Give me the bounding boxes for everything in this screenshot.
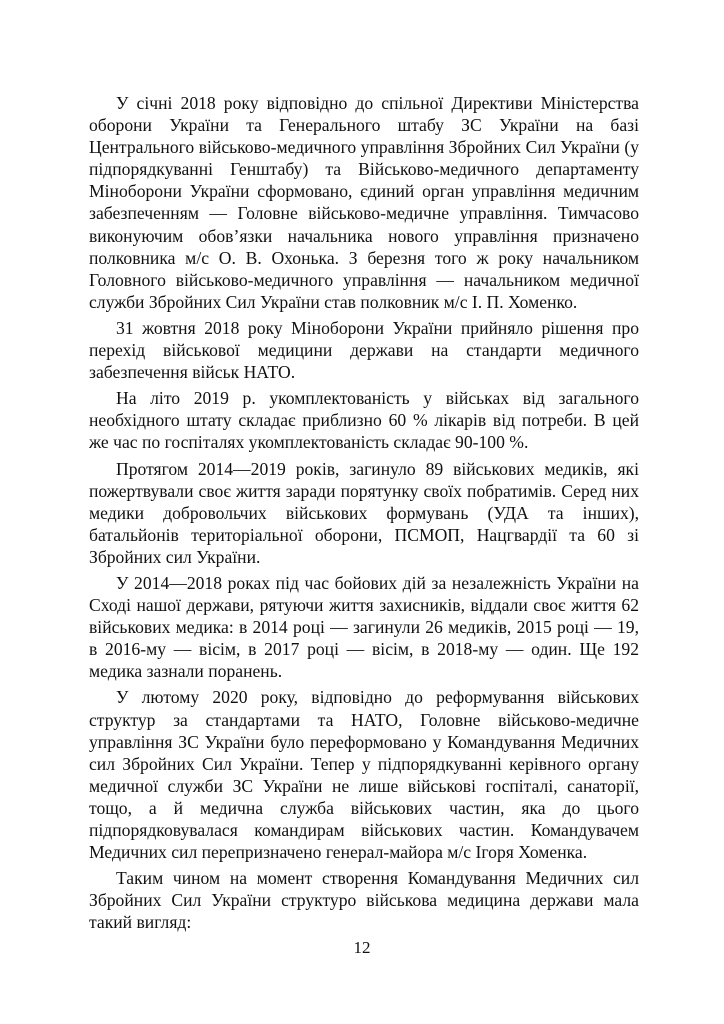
paragraph: 31 жовтня 2018 року Міноборони України прийняло рішення про перехід військової медицини держави на стандарти медичного забезпечення військ НАТО. [89,317,639,383]
paragraph: У 2014—2018 роках під час бойових дій за незалежність України на Сході нашої держави, рятуючи життя захисників, віддали своє життя 62 військових медика: в 2014 році — загинули 26 медиків, 2015 році — 19, в 2016-му — вісім, в 2017 році — вісім, в 2018-му — один. Ще 192 медика зазнали поранень. [89,572,639,682]
paragraph: У лютому 2020 року, відповідно до реформування військових структур за стандартами та НАТО, Головне військово-медичне управління ЗС України було переформовано у Командування Медичних сил Збройних Сил України. Тепер у підпорядкуванні керівного органу медичної служби ЗС України не лише військові госпіталі, санаторії, тощо, а й медична служба військових частин, яка до цього підпорядковувалася командирам військових частин. Командувачем Медичних сил перепризначено генерал-майора м/с Ігоря Хоменка. [89,687,639,863]
paragraph: На літо 2019 р. укомплектованість у військах від загального необхідного штату складає приблизно 60 % лікарів від потреби. В цей же час по госпіталях укомплектованість складає 90-100 %. [89,388,639,453]
paragraph: Таким чином на момент створення Командування Медичних сил Збройних Сил України структуро військова медицина держави мала такий вигляд: [89,868,639,933]
paragraph: У січні 2018 року відповідно до спільної Директиви Міністерства оборони України та Генерального штабу ЗС України на базі Центрального військово-медичного управління Збройних Сил України (у підпорядкуванні Генштабу) та Військово-медичного департаменту Міноборони України сформовано, єдиний орган управління медичним забезпеченням — Головне військово-медичне управління. Тимчасово виконуючим обов’язки начальника нового управління призначено полковника м/с О. В. Охонька. З березня того ж року начальником Головного військово-медичного управління — начальником медичної служби Збройних Сил України став полковник м/с І. П. Хоменко. [89,93,639,312]
page-number: 12 [353,938,371,957]
paragraph: Протягом 2014—2019 років, загинуло 89 військових медиків, які пожертвували своє життя заради порятунку своїх побратимів. Серед них медики добровольчих військових формувань (УДА та інших), батальйонів територіальної оборони, ПСМОП, Нацгвардії та 60 зі Збройних сил України. [89,458,639,567]
body-text [89,92,639,937]
